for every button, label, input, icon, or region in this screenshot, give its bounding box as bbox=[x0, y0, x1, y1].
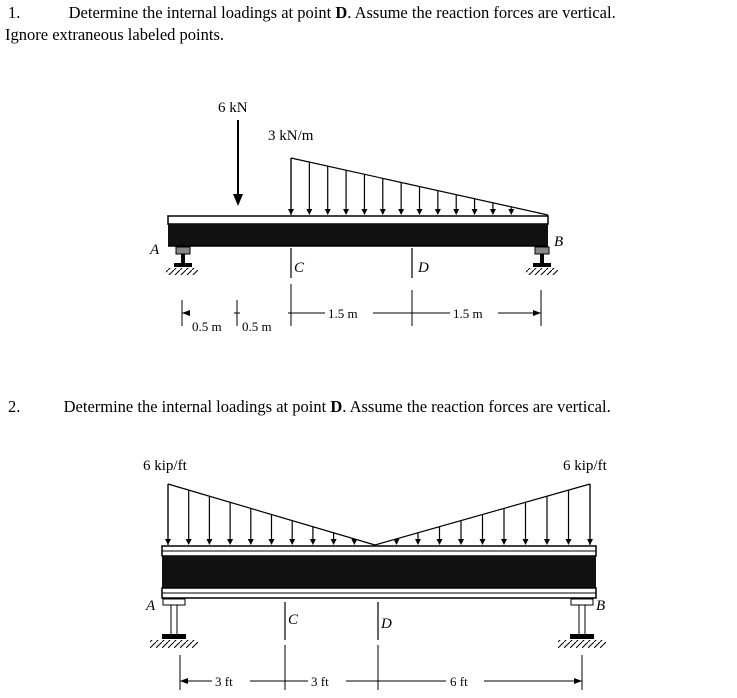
dim-label-2-3: 6 ft bbox=[450, 674, 468, 689]
beam-2 bbox=[162, 546, 596, 598]
load-arrow bbox=[269, 539, 275, 545]
dim-label-2-2: 3 ft bbox=[311, 674, 329, 689]
load-arrow bbox=[165, 539, 171, 545]
load-arrow bbox=[394, 539, 400, 545]
dim-label-4: 1.5 m bbox=[453, 306, 483, 321]
problem-2-text-after: . Assume the reaction forces are vertical. bbox=[342, 397, 611, 416]
load-arrow bbox=[415, 539, 421, 545]
load-arrow bbox=[310, 539, 316, 545]
label-b: B bbox=[554, 234, 564, 250]
load-arrow bbox=[523, 539, 529, 545]
load-arrow bbox=[227, 539, 233, 545]
problem-1-point: D bbox=[335, 3, 348, 22]
load-arrow bbox=[458, 539, 464, 545]
problem-2-number: 2. bbox=[8, 397, 21, 416]
load-arrow bbox=[351, 539, 357, 545]
load-arrow bbox=[566, 539, 572, 545]
dim-label-1: 0.5 m bbox=[192, 319, 222, 334]
load-arrow bbox=[587, 539, 593, 545]
label-c-2: C bbox=[288, 612, 299, 628]
load-arrow bbox=[206, 539, 212, 545]
problem-1-text-before: Determine the internal loadings at point bbox=[68, 3, 336, 22]
label-a-2: A bbox=[146, 598, 156, 614]
load-arrow bbox=[186, 539, 192, 545]
problem-1-number: 1. bbox=[8, 3, 21, 22]
problem-1-text-after: . Assume the reaction forces are vertical. bbox=[347, 3, 616, 22]
label-d: D bbox=[418, 260, 429, 276]
support-a-2 bbox=[150, 599, 198, 648]
distributed-load-left-arrows bbox=[165, 484, 375, 545]
dimension-line-2 bbox=[180, 645, 582, 690]
dim-label-2-1: 3 ft bbox=[215, 674, 233, 689]
dim-label-3: 1.5 m bbox=[328, 306, 358, 321]
label-c: C bbox=[294, 260, 305, 276]
load-left-label: 6 kip/ft bbox=[143, 458, 187, 474]
distributed-load-right-arrows bbox=[375, 484, 593, 545]
point-load-label: 6 kN bbox=[218, 100, 248, 116]
label-a: A bbox=[150, 242, 160, 258]
dim-label-2: 0.5 m bbox=[242, 319, 272, 334]
load-arrow bbox=[437, 539, 443, 545]
load-arrow bbox=[544, 539, 550, 545]
problem-2-point: D bbox=[330, 397, 343, 416]
load-arrow bbox=[480, 539, 486, 545]
label-b-2: B bbox=[596, 598, 606, 614]
problem-1-line-2: Ignore extraneous labeled points. bbox=[5, 25, 225, 44]
load-arrow bbox=[248, 539, 254, 545]
load-arrow bbox=[289, 539, 295, 545]
distributed-load-label: 3 kN/m bbox=[268, 128, 314, 144]
load-right-label: 6 kip/ft bbox=[563, 458, 607, 474]
load-arrow bbox=[501, 539, 507, 545]
load-arrow bbox=[331, 539, 337, 545]
label-d-2: D bbox=[381, 616, 392, 632]
problem-2-text-before: Determine the internal loadings at point bbox=[63, 397, 331, 416]
